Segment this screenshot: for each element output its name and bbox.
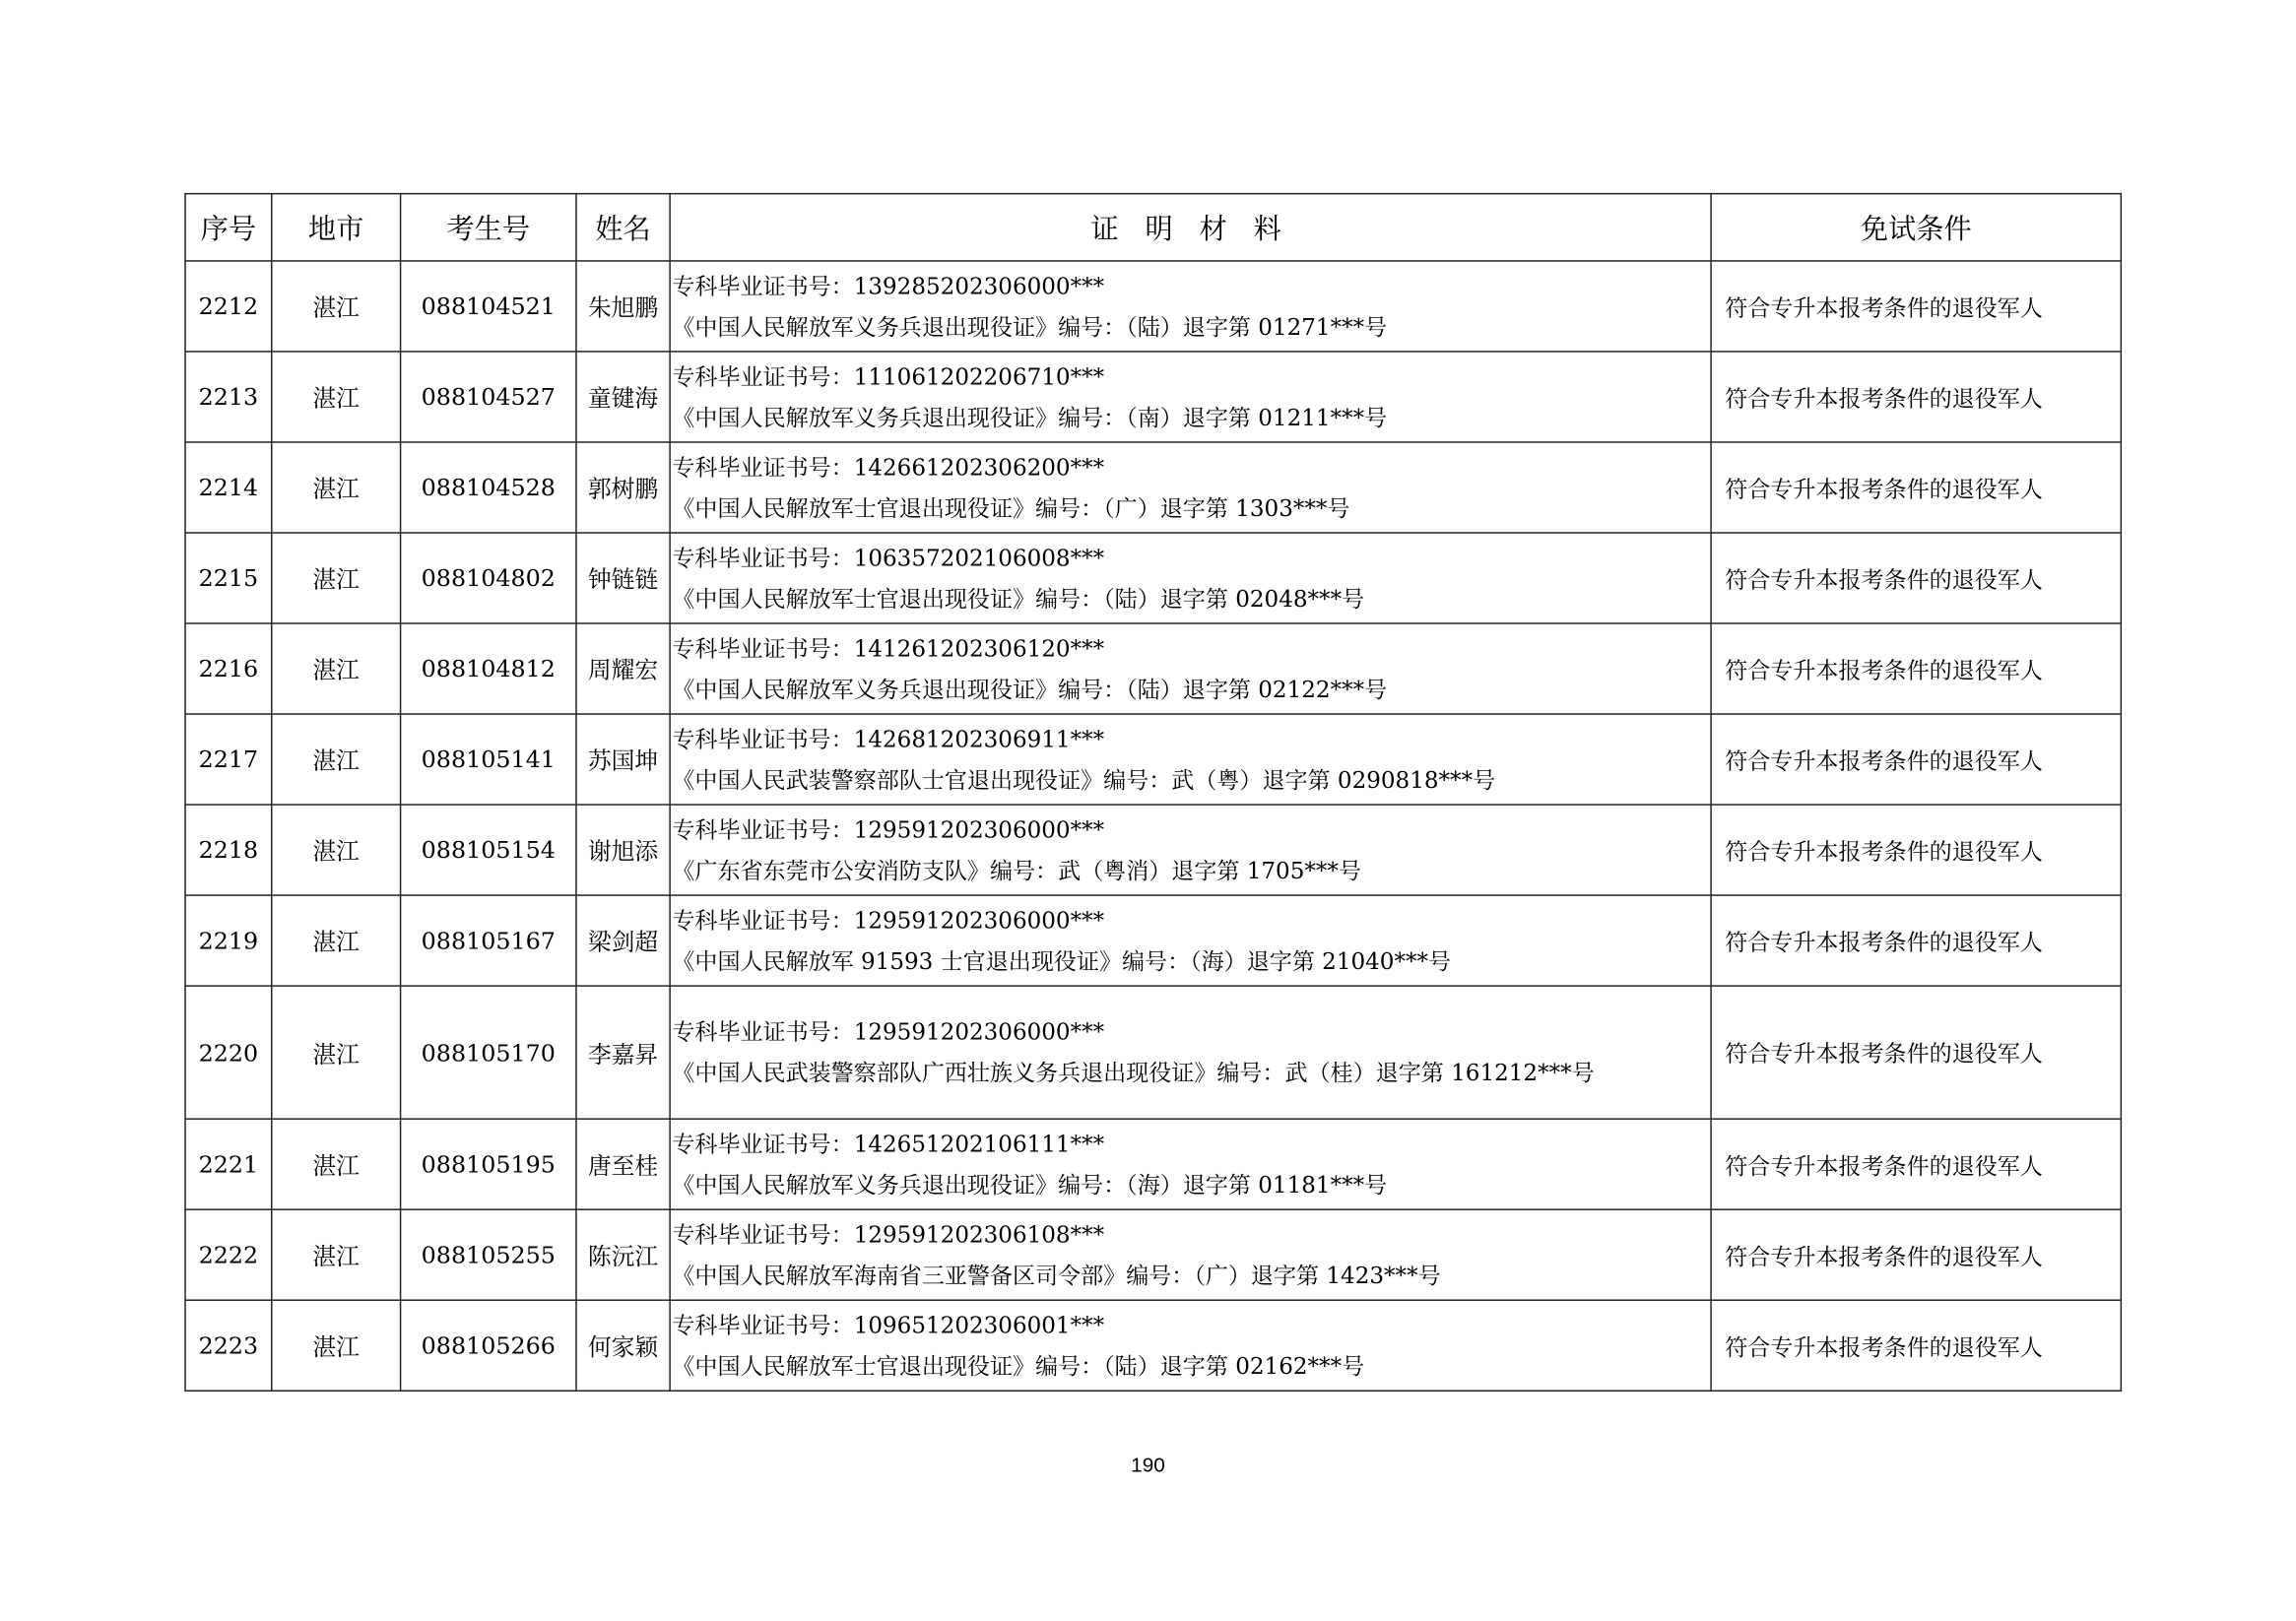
discharge-certificate-line: 《中国人民武装警察部队士官退出现役证》编号：武（粤）退字第 0290818***号 bbox=[672, 766, 1496, 794]
cell-exam-no: 088105266 bbox=[401, 1300, 576, 1391]
discharge-certificate-line: 《中国人民解放军义务兵退出现役证》编号：（陆）退字第 02122***号 bbox=[672, 676, 1388, 703]
cell-city: 湛江 bbox=[272, 1119, 401, 1209]
table-row bbox=[185, 805, 2121, 895]
exemption-table bbox=[184, 193, 2122, 1392]
cell-exam-no: 088105154 bbox=[401, 805, 576, 895]
table-row bbox=[185, 1300, 2121, 1391]
diploma-line: 专科毕业证书号：129591202306000*** bbox=[672, 815, 1105, 843]
cell-materials bbox=[670, 261, 1711, 352]
cell-materials bbox=[670, 352, 1711, 442]
cell-materials bbox=[670, 442, 1711, 533]
cell-exam-no: 088104527 bbox=[401, 352, 576, 442]
discharge-certificate-line: 《中国人民解放军海南省三亚警备区司令部》编号：（广）退字第 1423***号 bbox=[672, 1262, 1441, 1289]
cell-name: 何家颖 bbox=[576, 1300, 670, 1391]
discharge-certificate-line: 《中国人民解放军士官退出现役证》编号：（陆）退字第 02048***号 bbox=[672, 585, 1365, 613]
cell-exam-no: 088105195 bbox=[401, 1119, 576, 1209]
cell-materials bbox=[670, 533, 1711, 623]
cell-condition: 符合专升本报考条件的退役军人 bbox=[1711, 1119, 2121, 1209]
cell-materials bbox=[670, 714, 1711, 805]
cell-condition: 符合专升本报考条件的退役军人 bbox=[1711, 1209, 2121, 1300]
cell-materials bbox=[670, 1300, 1711, 1391]
table-row bbox=[185, 261, 2121, 352]
cell-name: 童键海 bbox=[576, 352, 670, 442]
cell-seq: 2218 bbox=[185, 805, 272, 895]
cell-condition: 符合专升本报考条件的退役军人 bbox=[1711, 352, 2121, 442]
header-exam-no: 考生号 bbox=[401, 194, 576, 261]
cell-seq: 2215 bbox=[185, 533, 272, 623]
page-number: 190 bbox=[1131, 1453, 1165, 1477]
diploma-line: 专科毕业证书号：129591202306000*** bbox=[672, 1018, 1105, 1046]
cell-city: 湛江 bbox=[272, 895, 401, 986]
table-row bbox=[185, 895, 2121, 986]
header-seq: 序号 bbox=[185, 194, 272, 261]
cell-exam-no: 088104802 bbox=[401, 533, 576, 623]
cell-exam-no: 088104528 bbox=[401, 442, 576, 533]
table-row bbox=[185, 533, 2121, 623]
cell-exam-no: 088105167 bbox=[401, 895, 576, 986]
cell-exam-no: 088105141 bbox=[401, 714, 576, 805]
diploma-line: 专科毕业证书号：142681202306911*** bbox=[672, 725, 1105, 752]
cell-seq: 2216 bbox=[185, 623, 272, 714]
cell-exam-no: 088104812 bbox=[401, 623, 576, 714]
cell-name: 郭树鹏 bbox=[576, 442, 670, 533]
cell-name: 陈沅江 bbox=[576, 1209, 670, 1300]
cell-city: 湛江 bbox=[272, 1300, 401, 1391]
cell-seq: 2223 bbox=[185, 1300, 272, 1391]
cell-materials bbox=[670, 895, 1711, 986]
cell-condition: 符合专升本报考条件的退役军人 bbox=[1711, 1300, 2121, 1391]
cell-city: 湛江 bbox=[272, 805, 401, 895]
diploma-line: 专科毕业证书号：142651202106111*** bbox=[672, 1131, 1105, 1157]
cell-condition: 符合专升本报考条件的退役军人 bbox=[1711, 986, 2121, 1119]
cell-name: 苏国坤 bbox=[576, 714, 670, 805]
table-row bbox=[185, 1209, 2121, 1300]
table-header-row bbox=[185, 194, 2121, 261]
table-row bbox=[185, 442, 2121, 533]
cell-condition: 符合专升本报考条件的退役军人 bbox=[1711, 261, 2121, 352]
diploma-line: 专科毕业证书号：106357202106008*** bbox=[672, 544, 1105, 571]
cell-condition: 符合专升本报考条件的退役军人 bbox=[1711, 533, 2121, 623]
cell-exam-no: 088105170 bbox=[401, 986, 576, 1119]
cell-condition: 符合专升本报考条件的退役军人 bbox=[1711, 805, 2121, 895]
cell-name: 钟链链 bbox=[576, 533, 670, 623]
cell-seq: 2217 bbox=[185, 714, 272, 805]
cell-city: 湛江 bbox=[272, 261, 401, 352]
discharge-certificate-line: 《中国人民解放军义务兵退出现役证》编号：（陆）退字第 01271***号 bbox=[672, 313, 1388, 341]
cell-exam-no: 088105255 bbox=[401, 1209, 576, 1300]
table-row bbox=[185, 714, 2121, 805]
discharge-certificate-line: 《中国人民解放军士官退出现役证》编号：（陆）退字第 02162***号 bbox=[672, 1352, 1365, 1380]
discharge-certificate-line: 《广东省东莞市公安消防支队》编号：武（粤消）退字第 1705***号 bbox=[672, 857, 1362, 884]
diploma-line: 专科毕业证书号：141261202306120*** bbox=[672, 634, 1105, 662]
cell-materials bbox=[670, 623, 1711, 714]
cell-seq: 2221 bbox=[185, 1119, 272, 1209]
cell-condition: 符合专升本报考条件的退役军人 bbox=[1711, 895, 2121, 986]
cell-city: 湛江 bbox=[272, 623, 401, 714]
cell-name: 梁剑超 bbox=[576, 895, 670, 986]
cell-condition: 符合专升本报考条件的退役军人 bbox=[1711, 714, 2121, 805]
cell-seq: 2222 bbox=[185, 1209, 272, 1300]
cell-seq: 2214 bbox=[185, 442, 272, 533]
diploma-line: 专科毕业证书号：129591202306000*** bbox=[672, 906, 1105, 934]
cell-materials bbox=[670, 1209, 1711, 1300]
cell-name: 唐至桂 bbox=[576, 1119, 670, 1209]
cell-seq: 2220 bbox=[185, 986, 272, 1119]
discharge-certificate-line: 《中国人民解放军义务兵退出现役证》编号：（海）退字第 01181***号 bbox=[672, 1171, 1388, 1199]
header-condition: 免试条件 bbox=[1711, 194, 2121, 261]
cell-materials bbox=[670, 986, 1711, 1119]
table-row bbox=[185, 352, 2121, 442]
cell-name: 李嘉昇 bbox=[576, 986, 670, 1119]
cell-city: 湛江 bbox=[272, 986, 401, 1119]
cell-name: 朱旭鹏 bbox=[576, 261, 670, 352]
cell-name: 谢旭添 bbox=[576, 805, 670, 895]
table-row bbox=[185, 623, 2121, 714]
diploma-line: 专科毕业证书号：111061202206710*** bbox=[672, 362, 1105, 390]
discharge-certificate-line: 《中国人民解放军士官退出现役证》编号：（广）退字第 1303***号 bbox=[672, 494, 1350, 522]
cell-city: 湛江 bbox=[272, 714, 401, 805]
cell-condition: 符合专升本报考条件的退役军人 bbox=[1711, 442, 2121, 533]
cell-city: 湛江 bbox=[272, 442, 401, 533]
cell-materials bbox=[670, 1119, 1711, 1209]
diploma-line: 专科毕业证书号：139285202306000*** bbox=[672, 272, 1105, 299]
cell-name: 周耀宏 bbox=[576, 623, 670, 714]
cell-city: 湛江 bbox=[272, 1209, 401, 1300]
table-body bbox=[185, 261, 2121, 1391]
table-row bbox=[185, 1119, 2121, 1209]
diploma-line: 专科毕业证书号：129591202306108*** bbox=[672, 1221, 1105, 1248]
cell-city: 湛江 bbox=[272, 533, 401, 623]
discharge-certificate-line: 《中国人民解放军义务兵退出现役证》编号：（南）退字第 01211***号 bbox=[672, 404, 1388, 431]
cell-city: 湛江 bbox=[272, 352, 401, 442]
cell-seq: 2213 bbox=[185, 352, 272, 442]
cell-seq: 2212 bbox=[185, 261, 272, 352]
diploma-line: 专科毕业证书号：142661202306200*** bbox=[672, 453, 1105, 481]
discharge-certificate-line: 《中国人民武装警察部队广西壮族义务兵退出现役证》编号：武（桂）退字第 161212***号 bbox=[672, 1060, 1595, 1086]
discharge-certificate-line: 《中国人民解放军 91593 士官退出现役证》编号：（海）退字第 21040***号 bbox=[672, 947, 1452, 975]
cell-materials bbox=[670, 805, 1711, 895]
cell-exam-no: 088104521 bbox=[401, 261, 576, 352]
header-materials: 证 明 材 料 bbox=[670, 194, 1711, 261]
cell-seq: 2219 bbox=[185, 895, 272, 986]
table-row bbox=[185, 986, 2121, 1119]
cell-condition: 符合专升本报考条件的退役军人 bbox=[1711, 623, 2121, 714]
diploma-line: 专科毕业证书号：109651202306001*** bbox=[672, 1312, 1105, 1338]
header-name: 姓名 bbox=[576, 194, 670, 261]
header-city: 地市 bbox=[272, 194, 401, 261]
